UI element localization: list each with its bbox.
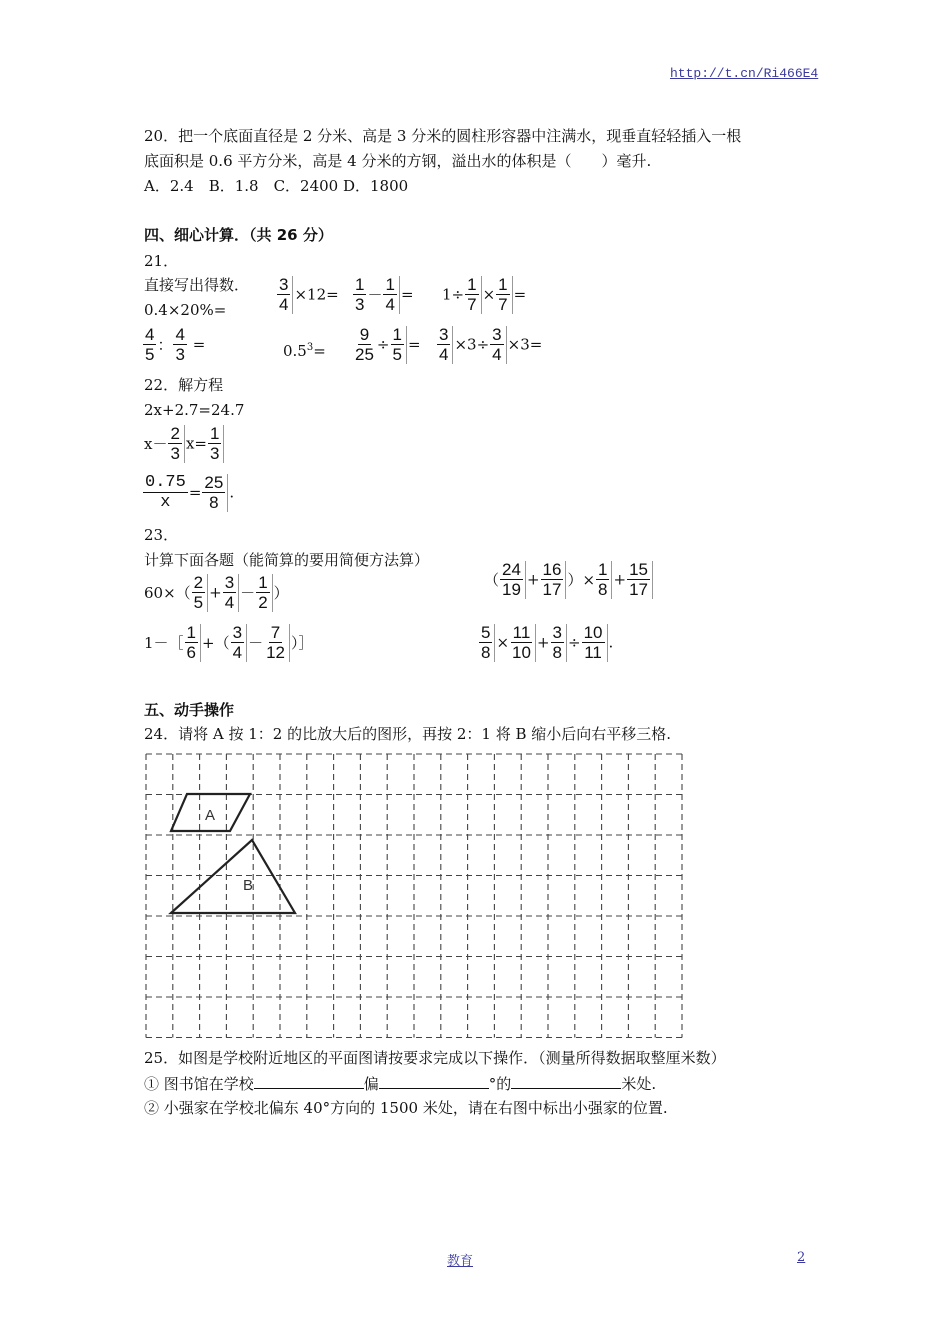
transformation-grid xyxy=(144,750,689,1042)
q21-number: 21． xyxy=(144,252,179,270)
q22-equation2: x－ $\frac{2}{3}$ x= $\frac{1}{3}$ xyxy=(144,424,225,463)
label-a: A xyxy=(205,807,216,824)
q25-part1: ① 图书馆在学校 偏 °的 米处. xyxy=(144,1072,656,1095)
q25-part2: ② 小强家在学校北偏东 40°方向的 1500 米处，请在右图中标出小强家的位置. xyxy=(144,1099,668,1117)
blank-angle[interactable] xyxy=(379,1072,489,1089)
q22-title: 22．解方程 xyxy=(144,376,224,394)
q20-options: A．2.4 B．1.8 C．2400 D．1800 xyxy=(144,177,409,195)
section4-title: 四、细心计算．（共 26 分） xyxy=(144,226,333,244)
q25-intro: 25．如图是学校附近地区的平面图请按要求完成以下操作．（测量所得数据取整厘米数） xyxy=(144,1049,726,1067)
q23-number: 23． xyxy=(144,526,179,544)
q21-item7: $\frac{9}{25}$ ÷ $\frac{1}{5}$ = xyxy=(355,325,421,364)
section5-title: 五、动手操作 xyxy=(144,701,235,719)
q20-line2: 底面积是 0.6 平方分米，高是 4 分米的方钢，溢出水的体积是（ ）毫升. xyxy=(144,152,652,170)
q24-text: 24．请将 A 按 1：2 的比放大后的图形，再按 2：1 将 B 缩小后向右平移三格. xyxy=(144,725,672,743)
q21-item2: $\frac{3}{4}$ ×12= xyxy=(279,275,339,314)
q20-line1: 20．把一个底面直径是 2 分米、高是 3 分米的圆柱形容器中注满水，现垂直轻轻插入一根 xyxy=(144,127,742,145)
header-link[interactable]: http://t.cn/Ri466E4 xyxy=(670,66,819,81)
triangle-b xyxy=(171,840,295,913)
q21-item1: 0.4×20%= xyxy=(144,301,227,319)
q22-equation1: 2x+2.7=24.7 xyxy=(144,401,245,419)
grid-lines xyxy=(146,754,682,1038)
q22-equation3: $\frac{0.75}{x}$ = $\frac{25}{8}$ . xyxy=(145,473,235,512)
q21-item5: $\frac{4}{5}$ ： $\frac{4}{3}$ = xyxy=(145,325,206,364)
q21-item8: $\frac{3}{4}$ ×3÷ $\frac{3}{4}$ ×3= xyxy=(439,325,543,364)
q23-calc2: （ $\frac{24}{19}$ + $\frac{16}{17}$ ）× $\frac{1}{8}$ + $\frac{15}{17}$ xyxy=(484,560,654,599)
q23-calc1: 60×（ $\frac{2}{5}$ + $\frac{3}{4}$ － $\frac{1}{2}$ ） xyxy=(144,573,289,612)
blank-direction1[interactable] xyxy=(254,1072,364,1089)
page-number: 2 xyxy=(797,1250,806,1265)
q21-item3: $\frac{1}{3}$ － $\frac{1}{4}$ = xyxy=(355,275,414,314)
q21-item6: $0.5^3=$ xyxy=(283,342,326,360)
footer-label[interactable]: 教育 xyxy=(447,1254,474,1269)
q23-calc4: $\frac{5}{8}$ × $\frac{11}{10}$ + $\frac{3}{8}$ ÷ $\frac{10}{11}$ . xyxy=(481,623,614,662)
blank-distance[interactable] xyxy=(511,1072,621,1089)
q21-item4: 1÷ $\frac{1}{7}$ × $\frac{1}{7}$ = xyxy=(442,275,527,314)
q21-intro: 直接写出得数． xyxy=(144,276,250,294)
q23-intro: 计算下面各题（能简算的要用简便方法算） xyxy=(144,551,430,569)
label-b: B xyxy=(243,877,254,894)
q23-calc3: 1－［ $\frac{1}{6}$ +（ $\frac{3}{4}$ － $\frac{7}{12}$ ）］ xyxy=(144,623,314,662)
